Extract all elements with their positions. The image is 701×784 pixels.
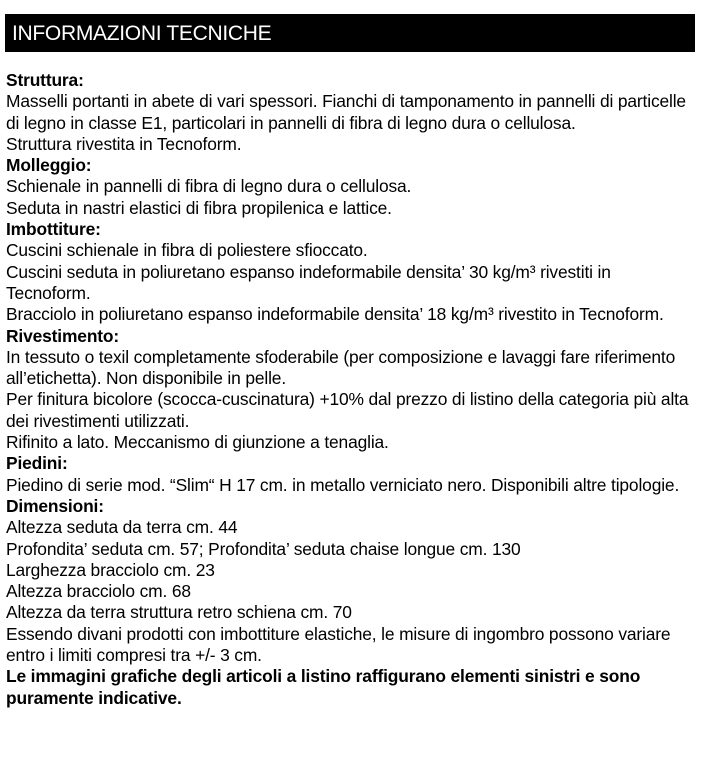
section-imbottiture	[6, 219, 696, 325]
text-line: Larghezza bracciolo cm. 23	[6, 559, 215, 580]
footer-note: Le immagini grafiche degli articoli a listino raffigurano elementi sinistri e sono puramente indicative.	[6, 666, 641, 708]
text-line: Per finitura bicolore (scocca-cuscinatura) +10% dal prezzo di listino della categoria più alta dei rivestimenti utilizzati.	[6, 389, 689, 431]
header-bar	[5, 14, 695, 52]
section-dimensioni	[6, 496, 696, 666]
text-line: Schienale in pannelli di fibra di legno dura o cellulosa.	[6, 176, 412, 197]
section-heading: Imbottiture:	[6, 219, 101, 240]
text-line: Profondita’ seduta cm. 57; Profondita’ seduta chaise longue cm. 130	[6, 538, 521, 559]
content	[6, 70, 696, 709]
section-heading: Struttura:	[6, 70, 84, 90]
text-line: Masselli portanti in abete di vari spessori. Fianchi di tamponamento in pannelli di particelle di legno in classe E1, particolari in pannelli di fibra di legno dura o cellulosa.	[6, 91, 686, 133]
page-title: INFORMAZIONI TECNICHE	[12, 22, 272, 45]
section-heading: Rivestimento:	[6, 325, 120, 346]
section-rivestimento	[6, 326, 696, 454]
text-line: Cuscini schienale in fibra di poliestere sfioccato.	[6, 240, 368, 261]
section-molleggio	[6, 155, 696, 219]
text-line: Seduta in nastri elastici di fibra propilenica e lattice.	[6, 197, 392, 218]
section-heading: Molleggio:	[6, 155, 92, 176]
text-line: In tessuto o texil completamente sfoderabile (per composizione e lavaggi fare riferimento all’etichetta). Non disponibile in pelle.	[6, 346, 676, 389]
text-line: Piedino di serie mod. “Slim“ H 17 cm. in metallo verniciato nero. Disponibili altre tipologie.	[6, 474, 680, 495]
text-line: Altezza da terra struttura retro schiena cm. 70	[6, 602, 352, 623]
text-line: Altezza seduta da terra cm. 44	[6, 517, 238, 538]
text-line: Essendo divani prodotti con imbottiture elastiche, le misure di ingombro possono variare entro i limiti compresi tra +/- 3 cm.	[6, 623, 671, 666]
text-line: Rifinito a lato. Meccanismo di giunzione a tenaglia.	[6, 432, 389, 453]
text-line: Bracciolo in poliuretano espanso indeformabile densita’ 18 kg/m³ rivestito in Tecnoform.	[6, 304, 664, 325]
section-heading: Piedini:	[6, 453, 68, 474]
text-line: Cuscini seduta in poliuretano espanso indeformabile densita’ 30 kg/m³ rivestiti in Tecnoform.	[6, 261, 611, 303]
text-line: Struttura rivestita in Tecnoform.	[6, 133, 242, 154]
section-struttura	[6, 70, 696, 155]
section-heading: Dimensioni:	[6, 495, 104, 516]
section-piedini	[6, 453, 696, 496]
text-line: Altezza bracciolo cm. 68	[6, 581, 191, 602]
